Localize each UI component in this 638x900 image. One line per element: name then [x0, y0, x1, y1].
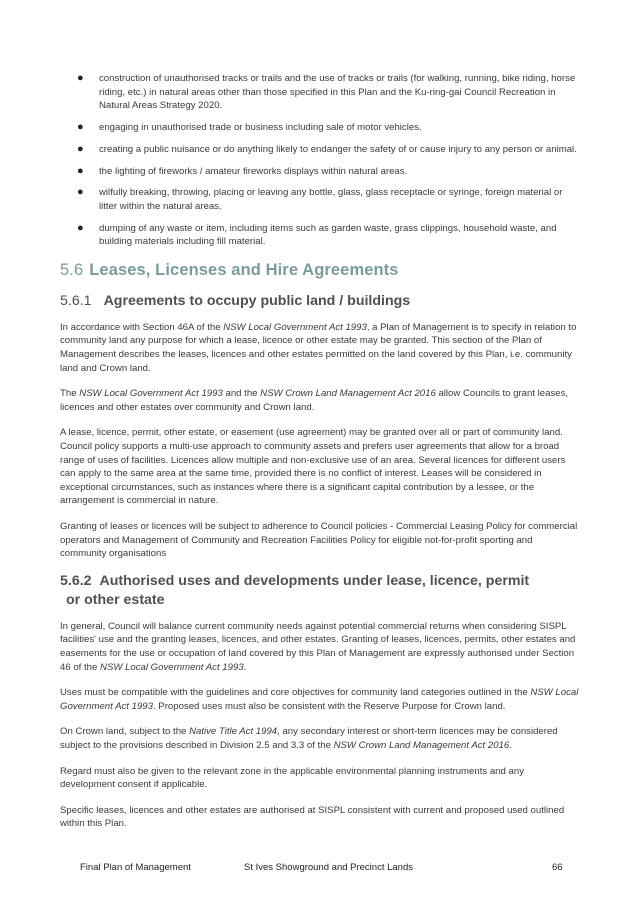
bullet-icon: ● — [77, 142, 84, 155]
subsection-title-line2: or other estate — [66, 591, 165, 608]
paragraph: Regard must also be given to the relevant zone in the applicable environmental planning instruments and any development consent if applicable. — [60, 765, 524, 791]
act-reference: NSW Crown Land Management Act 2016 — [333, 739, 510, 751]
section-title: Leases, Licenses and Hire Agreements — [89, 260, 399, 279]
paragraph: The NSW Local Government Act 1993 and the NSW Crown Land Management Act 2016 allow Councils to grant leases, licences and other estates over community and Crown land. — [60, 388, 569, 413]
subsection-heading-5-6-2 — [60, 572, 580, 610]
prohibited-activities-list — [60, 72, 580, 249]
list-item: ● creating a public nuisance or do anything likely to endanger the safety of or cause injury to any person or animal. — [77, 142, 577, 155]
act-reference: NSW Local Government Act 1993 — [79, 388, 223, 400]
act-reference: NSW Local Government Act 1993 — [100, 661, 244, 673]
subsection-heading-5-6-1 — [60, 292, 580, 311]
list-item: ● the lighting of fireworks / amateur fireworks displays within natural areas. — [77, 164, 408, 177]
list-item: ● engaging in unauthorised trade or business including sale of motor vehicles. — [77, 120, 422, 133]
subsection-title-line1: Authorised uses and developments under lease, licence, permit — [99, 572, 530, 589]
list-item: ● construction of unauthorised tracks or trails and the use of tracks or trails (for walking, running, bike riding, horse riding, etc.) in natural areas other than those specified in this Plan and the Ku-ring-gai Council Recreation in Natural Areas Strategy 2020. — [77, 72, 576, 112]
bullet-icon: ● — [77, 72, 84, 84]
page-number: 66 — [552, 862, 563, 873]
page-content — [60, 72, 580, 831]
paragraph: Granting of leases or licences will be subject to adherence to Council policies - Commercial Leasing Policy for commercial operators and Management of Community and Recreation Facilities Policy for eligible not-for-profit sporting and community organisations — [60, 521, 578, 560]
bullet-icon: ● — [77, 186, 84, 199]
list-item: ● wilfully breaking, throwing, placing or leaving any bottle, glass, glass receptacle or syringe, foreign material or litter within the natural areas. — [77, 186, 563, 212]
paragraph: Uses must be compatible with the guidelines and core objectives for community land categories outlined in the NSW Local Government Act 1993. Proposed uses must also be consistent with the Reserve Purpose for Crown land. — [60, 687, 579, 712]
section-number: 5.6 — [60, 260, 84, 279]
paragraph: Specific leases, licences and other estates are authorised at SISPL consistent with current and proposed used outlined within this Plan. — [60, 804, 565, 830]
paragraph: A lease, licence, permit, other estate, or easement (use agreement) may be granted over all or part of community land. Council policy supports a multi-use approach to community assets and prefers user agreements that allow for a broad range of uses of facilities. Licences allow multiple and non-exclusive use of an area. Several licences for different users can apply to the same area at the same time, provided there is no conflict of interest. Leases will be considered in exceptional circumstances, such as instances where there is a significant capital contribution by a lessee, or the arrangement is commercial in nature. — [60, 427, 566, 507]
subsection-number: 5.6.2 — [60, 572, 92, 589]
bullet-icon: ● — [77, 164, 84, 177]
section-heading — [60, 260, 580, 280]
act-reference: NSW Local Government Act 1993 — [223, 321, 367, 333]
act-reference: NSW Crown Land Management Act 2016 — [260, 388, 436, 400]
act-reference: NSW Local Government Act 1993 — [60, 687, 579, 712]
footer-document-title: Final Plan of Management — [80, 862, 191, 873]
bullet-icon: ● — [77, 221, 84, 234]
bullet-icon: ● — [77, 120, 84, 133]
footer-site-name: St Ives Showground and Precinct Lands — [244, 862, 413, 873]
paragraph: In general, Council will balance current community needs against potential commercial returns when considering SISPL facilities' use and the granting leases, licences, and other estates. Granting of leases, licences, permits, other estates and easements for the use or occupation of land covered by this Plan of Management are expressly authorised under Section 46 of the NSW Local Government Act 1993. — [60, 620, 576, 673]
subsection-number: 5.6.1 — [60, 292, 92, 309]
paragraph: In accordance with Section 46A of the NSW Local Government Act 1993, a Plan of Management is to specify in relation to community land any purpose for which a lease, licence or other estate may be granted. This section of the Plan of Management describes the leases, licences and other estates permitted on the land covered by this Plan, i.e. community land and Crown land. — [60, 321, 577, 374]
subsection-title: Agreements to occupy public land / buildings — [103, 292, 411, 309]
paragraph: On Crown land, subject to the Native Title Act 1994, any secondary interest or short-term licences may be considered subject to the provisions described in Division 2.5 and 3.3 of the NSW Crown Land Management Act 2016. — [60, 726, 558, 751]
act-reference: Native Title Act 1994 — [189, 726, 278, 738]
list-item: ● dumping of any waste or item, including items such as garden waste, grass clippings, household waste, and building materials including fill material. — [77, 221, 557, 248]
